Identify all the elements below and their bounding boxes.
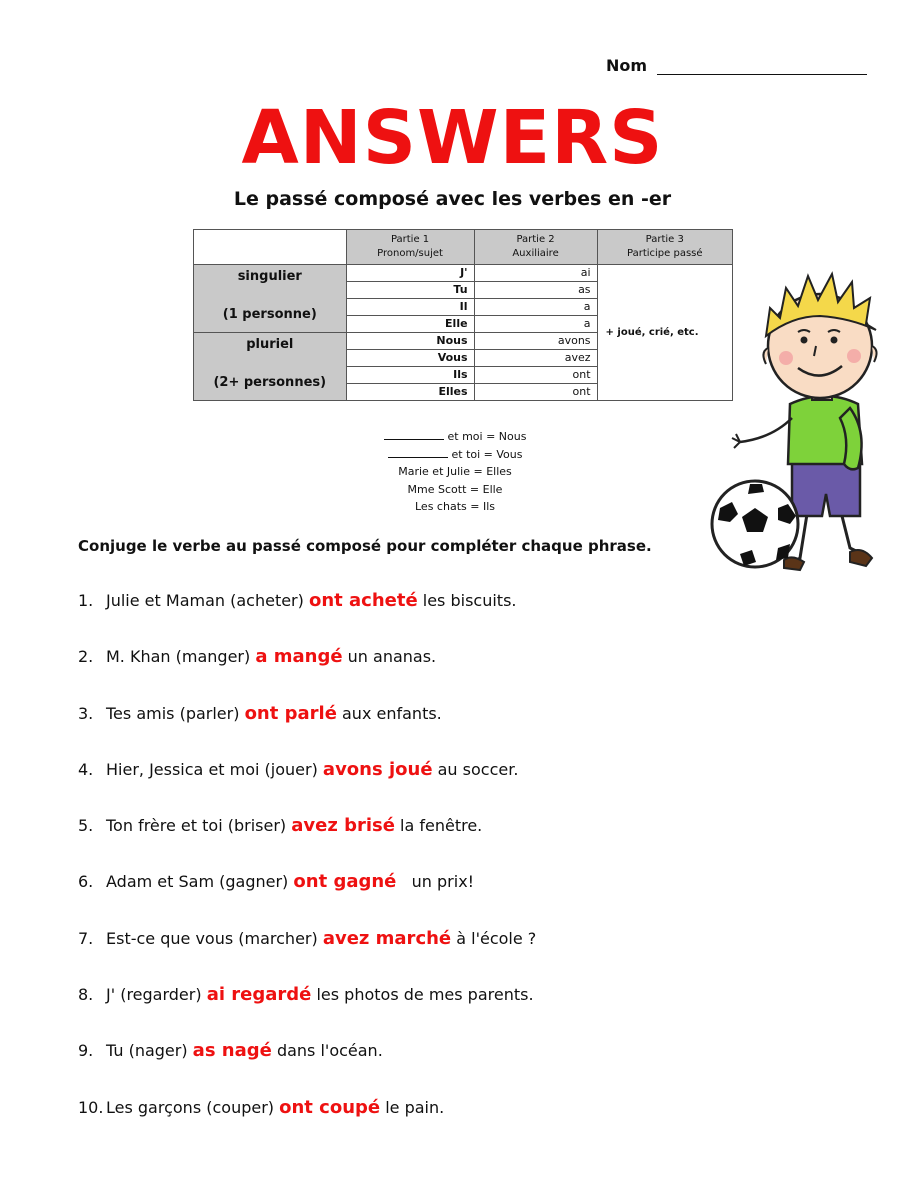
exercise-item: 5. Ton frère et toi (briser) avez brisé la fenêtre. [78,815,483,837]
aux-cell: avons [474,333,597,350]
table-row [194,265,733,282]
name-label: Nom [606,56,648,75]
exercise-item: 9. Tu (nager) as nagé dans l'océan. [78,1040,383,1062]
answer: ont gagné [293,871,397,893]
answer: ai regardé [206,984,312,1006]
exercise-item: 10. Les garçons (couper) ont coupé le pain. [78,1096,445,1118]
pronoun-cell: Nous [346,333,474,350]
aux-cell: as [474,282,597,299]
answer: avez brisé [291,815,395,837]
exercise-item: 2. M. Khan (manger) a mangé un ananas. [78,646,437,668]
exercise-list [78,590,718,1153]
pronoun-cell: Vous [346,350,474,367]
table-header-partie3: Partie 3 Participe passé [597,230,732,265]
exercise-item: 3. Tes amis (parler) ont parlé aux enfants. [78,702,442,724]
note-blank [384,429,444,440]
pronoun-cell: Il [346,299,474,316]
pronoun-notes [290,428,620,516]
conjugation-table [193,229,733,401]
note-line: et toi = Vous [290,446,620,464]
note-line: Les chats = Ils [415,500,495,513]
aux-cell: avez [474,350,597,367]
aux-cell: ai [474,265,597,282]
answer: avons joué [322,758,433,780]
pronoun-cell: J' [346,265,474,282]
group-pluriel: pluriel (2+ personnes) [194,333,347,401]
table-header-row [194,230,733,265]
note-line: Marie et Julie = Elles [398,465,512,478]
exercise-item: 6. Adam et Sam (gagner) ont gagné un prix! [78,871,475,893]
pronoun-cell: Elles [346,384,474,401]
exercise-item: 7. Est-ce que vous (marcher) avez marché à l'école ? [78,927,537,949]
subtitle: Le passé composé avec les verbes en -er [233,188,672,210]
boy-with-soccer-ball-illustration [700,258,895,578]
aux-cell: ont [474,384,597,401]
table-header-blank [194,230,347,265]
name-field [606,56,867,75]
answer: ont coupé [279,1096,381,1118]
aux-cell: a [474,299,597,316]
instruction-text: Conjuge le verbe au passé composé pour compléter chaque phrase. [78,537,652,555]
pronoun-cell: Tu [346,282,474,299]
pronoun-cell: Elle [346,316,474,333]
exercise-item: 8. J' (regarder) ai regardé les photos de mes parents. [78,984,534,1006]
participle-cell: + joué, crié, etc. [597,265,732,401]
note-line: et moi = Nous [290,428,620,446]
answer: a mangé [255,646,343,668]
answer: ont parlé [244,702,337,724]
answer: ont acheté [308,590,418,611]
pronoun-cell: Ils [346,367,474,384]
page-title: ANSWERS [241,95,664,181]
name-blank-line [657,56,867,75]
exercise-item: 1. Julie et Maman (acheter) ont acheté les biscuits. [78,590,517,611]
note-line: Mme Scott = Elle [407,482,503,496]
table-header-partie2: Partie 2 Auxiliaire [474,230,597,265]
aux-cell: a [474,316,597,333]
exercise-item: 4. Hier, Jessica et moi (jouer) avons joué au soccer. [78,758,519,780]
answer: as nagé [192,1040,272,1062]
note-blank [388,447,448,458]
group-singulier: singulier (1 personne) [194,265,347,333]
answer: avez marché [322,927,452,949]
table-header-partie1: Partie 1 Pronom/sujet [346,230,474,265]
aux-cell: ont [474,367,597,384]
